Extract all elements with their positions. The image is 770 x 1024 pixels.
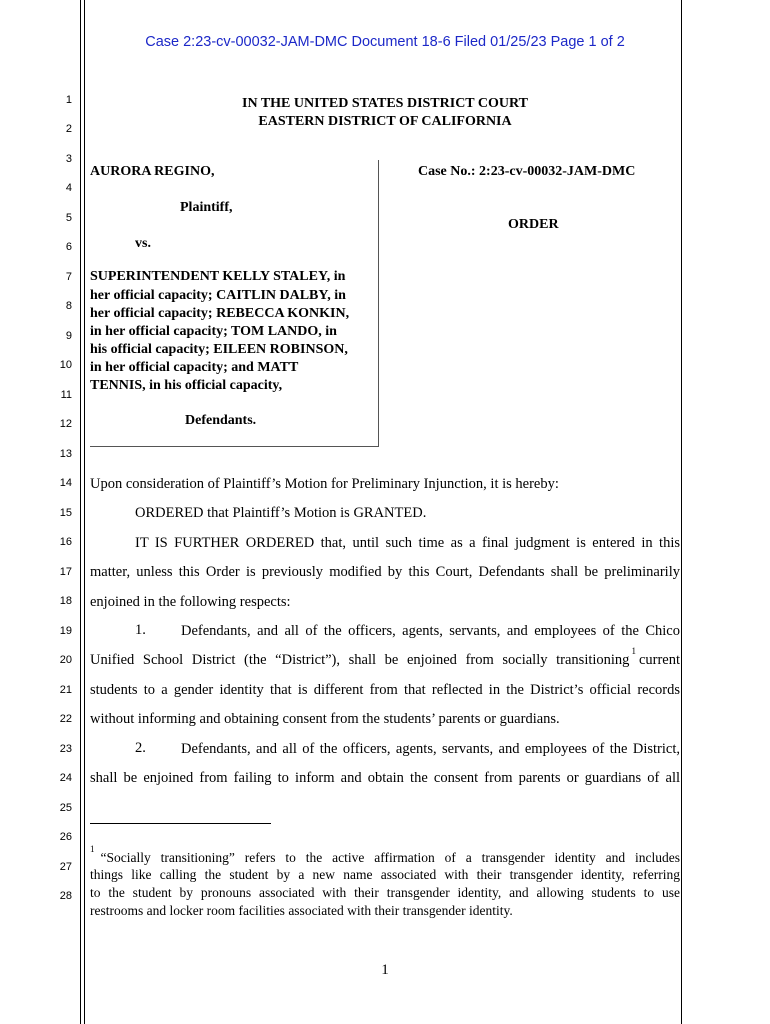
defendants-line: in her official capacity; TOM LANDO, in bbox=[90, 324, 337, 339]
line-number: 21 bbox=[59, 684, 72, 696]
line-number: 20 bbox=[59, 654, 72, 666]
line-number: 2 bbox=[65, 123, 72, 135]
line-number: 24 bbox=[59, 772, 72, 784]
right-margin-rule bbox=[681, 0, 682, 1024]
line-number: 27 bbox=[59, 861, 72, 873]
line-number: 8 bbox=[65, 300, 72, 312]
line-number: 26 bbox=[59, 831, 72, 843]
item-1-line-1: Defendants, and all of the officers, agents, servants, and employees of the Chico bbox=[181, 623, 680, 639]
line-number: 18 bbox=[59, 595, 72, 607]
line-number: 15 bbox=[59, 507, 72, 519]
caption-vertical-border bbox=[378, 160, 379, 446]
line-number: 4 bbox=[65, 182, 72, 194]
footnote-reference[interactable]: 1 bbox=[631, 646, 636, 656]
plaintiff-label: Plaintiff, bbox=[180, 200, 233, 215]
line-number: 19 bbox=[59, 625, 72, 637]
court-name: IN THE UNITED STATES DISTRICT COURT bbox=[242, 96, 528, 111]
case-number: Case No.: 2:23-cv-00032-JAM-DMC bbox=[418, 164, 636, 179]
item-2-number: 2. bbox=[135, 740, 146, 756]
line-number: 11 bbox=[60, 389, 72, 401]
line-number: 5 bbox=[65, 212, 72, 224]
line-number: 22 bbox=[59, 713, 72, 725]
line-number: 3 bbox=[65, 153, 72, 165]
item-2-line-1: Defendants, and all of the officers, agents, servants, and employees of the District, bbox=[181, 741, 680, 757]
left-margin-rule-inner bbox=[84, 0, 85, 1024]
item-1-number: 1. bbox=[135, 622, 146, 638]
line-number: 1 bbox=[65, 94, 72, 106]
footnote-line-1 bbox=[90, 844, 680, 866]
body-line-14: Upon consideration of Plaintiff’s Motion for Preliminary Injunction, it is hereby: bbox=[90, 476, 559, 492]
line-number: 17 bbox=[59, 566, 72, 578]
versus: vs. bbox=[135, 236, 151, 251]
body-line-18: enjoined in the following respects: bbox=[90, 594, 291, 610]
document-title: ORDER bbox=[508, 217, 559, 232]
footnote-line-4: restrooms and locker room facilities associated with their transgender identity. bbox=[90, 903, 513, 918]
item-1-line-4: without informing and obtaining consent from the students’ parents or guardians. bbox=[90, 711, 560, 727]
line-number: 6 bbox=[65, 241, 72, 253]
footnote-separator bbox=[90, 823, 271, 824]
left-margin-rule-outer bbox=[80, 0, 81, 1024]
item-1-line-2 bbox=[90, 646, 680, 669]
body-line-17: matter, unless this Order is previously modified by this Court, Defendants shall be preliminarily bbox=[90, 564, 680, 580]
item-1-line-2-text: Unified School District (the “District”), shall be enjoined from socially transitioning bbox=[90, 652, 630, 668]
line-number: 14 bbox=[59, 477, 72, 489]
line-number: 13 bbox=[59, 448, 72, 460]
defendants-line: his official capacity; EILEEN ROBINSON, bbox=[90, 342, 348, 357]
item-2-line-2: shall be enjoined from failing to inform and obtain the consent from parents or guardians of all bbox=[90, 770, 680, 786]
body-line-16: IT IS FURTHER ORDERED that, until such time as a final judgment is entered in this bbox=[135, 535, 680, 551]
body-line-15: ORDERED that Plaintiff’s Motion is GRANTED. bbox=[135, 505, 427, 521]
ecf-header: Case 2:23-cv-00032-JAM-DMC Document 18-6 Filed 01/25/23 Page 1 of 2 bbox=[145, 34, 625, 50]
line-number: 10 bbox=[59, 359, 72, 371]
defendants-label: Defendants. bbox=[185, 413, 257, 428]
line-number: 25 bbox=[59, 802, 72, 814]
line-number: 28 bbox=[59, 890, 72, 902]
line-number: 23 bbox=[59, 743, 72, 755]
item-1-line-2-end: current bbox=[638, 652, 680, 668]
court-district: EASTERN DISTRICT OF CALIFORNIA bbox=[258, 114, 512, 129]
line-number: 9 bbox=[65, 330, 72, 342]
plaintiff-name: AURORA REGINO, bbox=[90, 164, 215, 179]
defendants-line: in her official capacity; and MATT bbox=[90, 360, 299, 375]
footnote-line-2: things like calling the student by a new name associated with their transgender identity, referring bbox=[90, 867, 680, 882]
defendants-line: SUPERINTENDENT KELLY STALEY, in bbox=[90, 269, 346, 284]
line-number: 12 bbox=[59, 418, 72, 430]
footnote-line-1-text: “Socially transitioning” refers to the active affirmation of a transgender identity and includes bbox=[100, 850, 680, 865]
defendants-line: her official capacity; REBECCA KONKIN, bbox=[90, 306, 350, 321]
footnote-marker: 1 bbox=[90, 844, 95, 854]
item-1-line-3: students to a gender identity that is different from that reflected in the District’s official records bbox=[90, 682, 680, 698]
line-number: 7 bbox=[65, 271, 72, 283]
defendants-line: her official capacity; CAITLIN DALBY, in bbox=[90, 288, 346, 303]
caption-bottom-border bbox=[90, 446, 379, 447]
page-number: 1 bbox=[381, 962, 389, 978]
defendants-line: TENNIS, in his official capacity, bbox=[90, 378, 283, 393]
line-number: 16 bbox=[59, 536, 72, 548]
footnote-line-3: to the student by pronouns associated with their transgender identity, and allowing students to use bbox=[90, 885, 680, 900]
